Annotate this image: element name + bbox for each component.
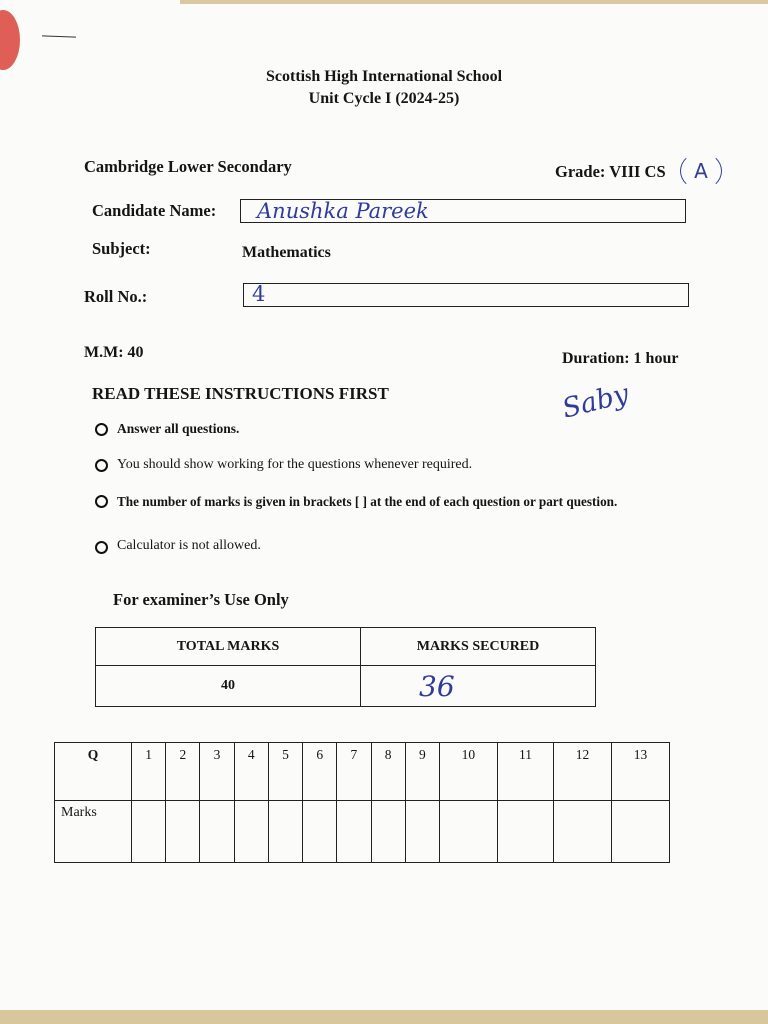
total-marks-header: TOTAL MARKS: [96, 628, 361, 666]
question-marks-table: [54, 742, 670, 863]
instruction-item: You should show working for the questions whenever required.: [117, 457, 473, 472]
paper-bottom-edge: [0, 1010, 768, 1024]
question-number: 4: [234, 743, 268, 801]
pen-mark: [42, 35, 76, 37]
question-row: [55, 743, 670, 801]
question-number: 12: [554, 743, 612, 801]
roll-field[interactable]: [243, 283, 689, 307]
roll-value: 4: [252, 282, 266, 306]
cycle-title: Unit Cycle I (2024-25): [308, 90, 460, 107]
instructions-heading: READ THESE INSTRUCTIONS FIRST: [92, 384, 389, 403]
examiner-heading: For examiner’s Use Only: [113, 590, 289, 609]
paper-top-edge: [180, 0, 768, 4]
instruction-item: Answer all questions.: [117, 421, 240, 436]
school-name: Scottish High International School: [265, 68, 503, 85]
marks-cell[interactable]: [132, 801, 166, 863]
question-number: 5: [268, 743, 302, 801]
grade-label: Grade: VIII CS: [555, 162, 666, 181]
question-number: 2: [166, 743, 200, 801]
instruction-item: The number of marks is given in brackets [ ] at the end of each question or part question.: [117, 494, 618, 509]
question-number: 6: [303, 743, 337, 801]
marks-cell[interactable]: [200, 801, 234, 863]
question-number: 3: [200, 743, 234, 801]
question-number: 11: [497, 743, 553, 801]
marks-cell[interactable]: [554, 801, 612, 863]
q-row-label: Q: [55, 743, 132, 801]
marks-cell[interactable]: [268, 801, 302, 863]
bullet-icon: [95, 495, 108, 508]
question-number: 13: [611, 743, 669, 801]
bullet-icon: [95, 459, 108, 472]
candidate-value: Anushka Pareek: [257, 199, 429, 223]
question-number: 10: [439, 743, 497, 801]
marks-row: [55, 801, 670, 863]
invigilator-signature: Saby: [559, 378, 632, 425]
candidate-label: Candidate Name:: [92, 201, 217, 220]
bullet-icon: [95, 541, 108, 554]
marks-cell[interactable]: [439, 801, 497, 863]
question-number: 9: [405, 743, 439, 801]
marks-cell[interactable]: [234, 801, 268, 863]
marks-cell[interactable]: [497, 801, 553, 863]
marks-row-label: Marks: [55, 801, 132, 863]
marks-cell[interactable]: [303, 801, 337, 863]
marks-secured-value: 36: [361, 666, 596, 707]
candidate-field[interactable]: [240, 199, 686, 223]
marks-cell[interactable]: [611, 801, 669, 863]
examiner-table: [95, 627, 596, 707]
grade-handwritten: A: [680, 152, 722, 190]
marks-secured-header: MARKS SECURED: [361, 628, 596, 666]
duration: Duration: 1 hour: [562, 350, 679, 367]
roll-label: Roll No.:: [84, 287, 148, 306]
question-number: 8: [371, 743, 405, 801]
question-number: 1: [132, 743, 166, 801]
subject-label: Subject:: [92, 239, 151, 258]
instruction-item: Calculator is not allowed.: [117, 538, 261, 553]
total-marks-value: 40: [96, 666, 361, 707]
subject-value: Mathematics: [242, 244, 331, 261]
marks-cell[interactable]: [166, 801, 200, 863]
question-number: 7: [337, 743, 371, 801]
marks-cell[interactable]: [337, 801, 371, 863]
red-object-edge: [0, 10, 20, 70]
marks-cell[interactable]: [405, 801, 439, 863]
max-marks: M.M: 40: [84, 344, 144, 361]
bullet-icon: [95, 423, 108, 436]
program-name: Cambridge Lower Secondary: [84, 157, 292, 176]
marks-cell[interactable]: [371, 801, 405, 863]
